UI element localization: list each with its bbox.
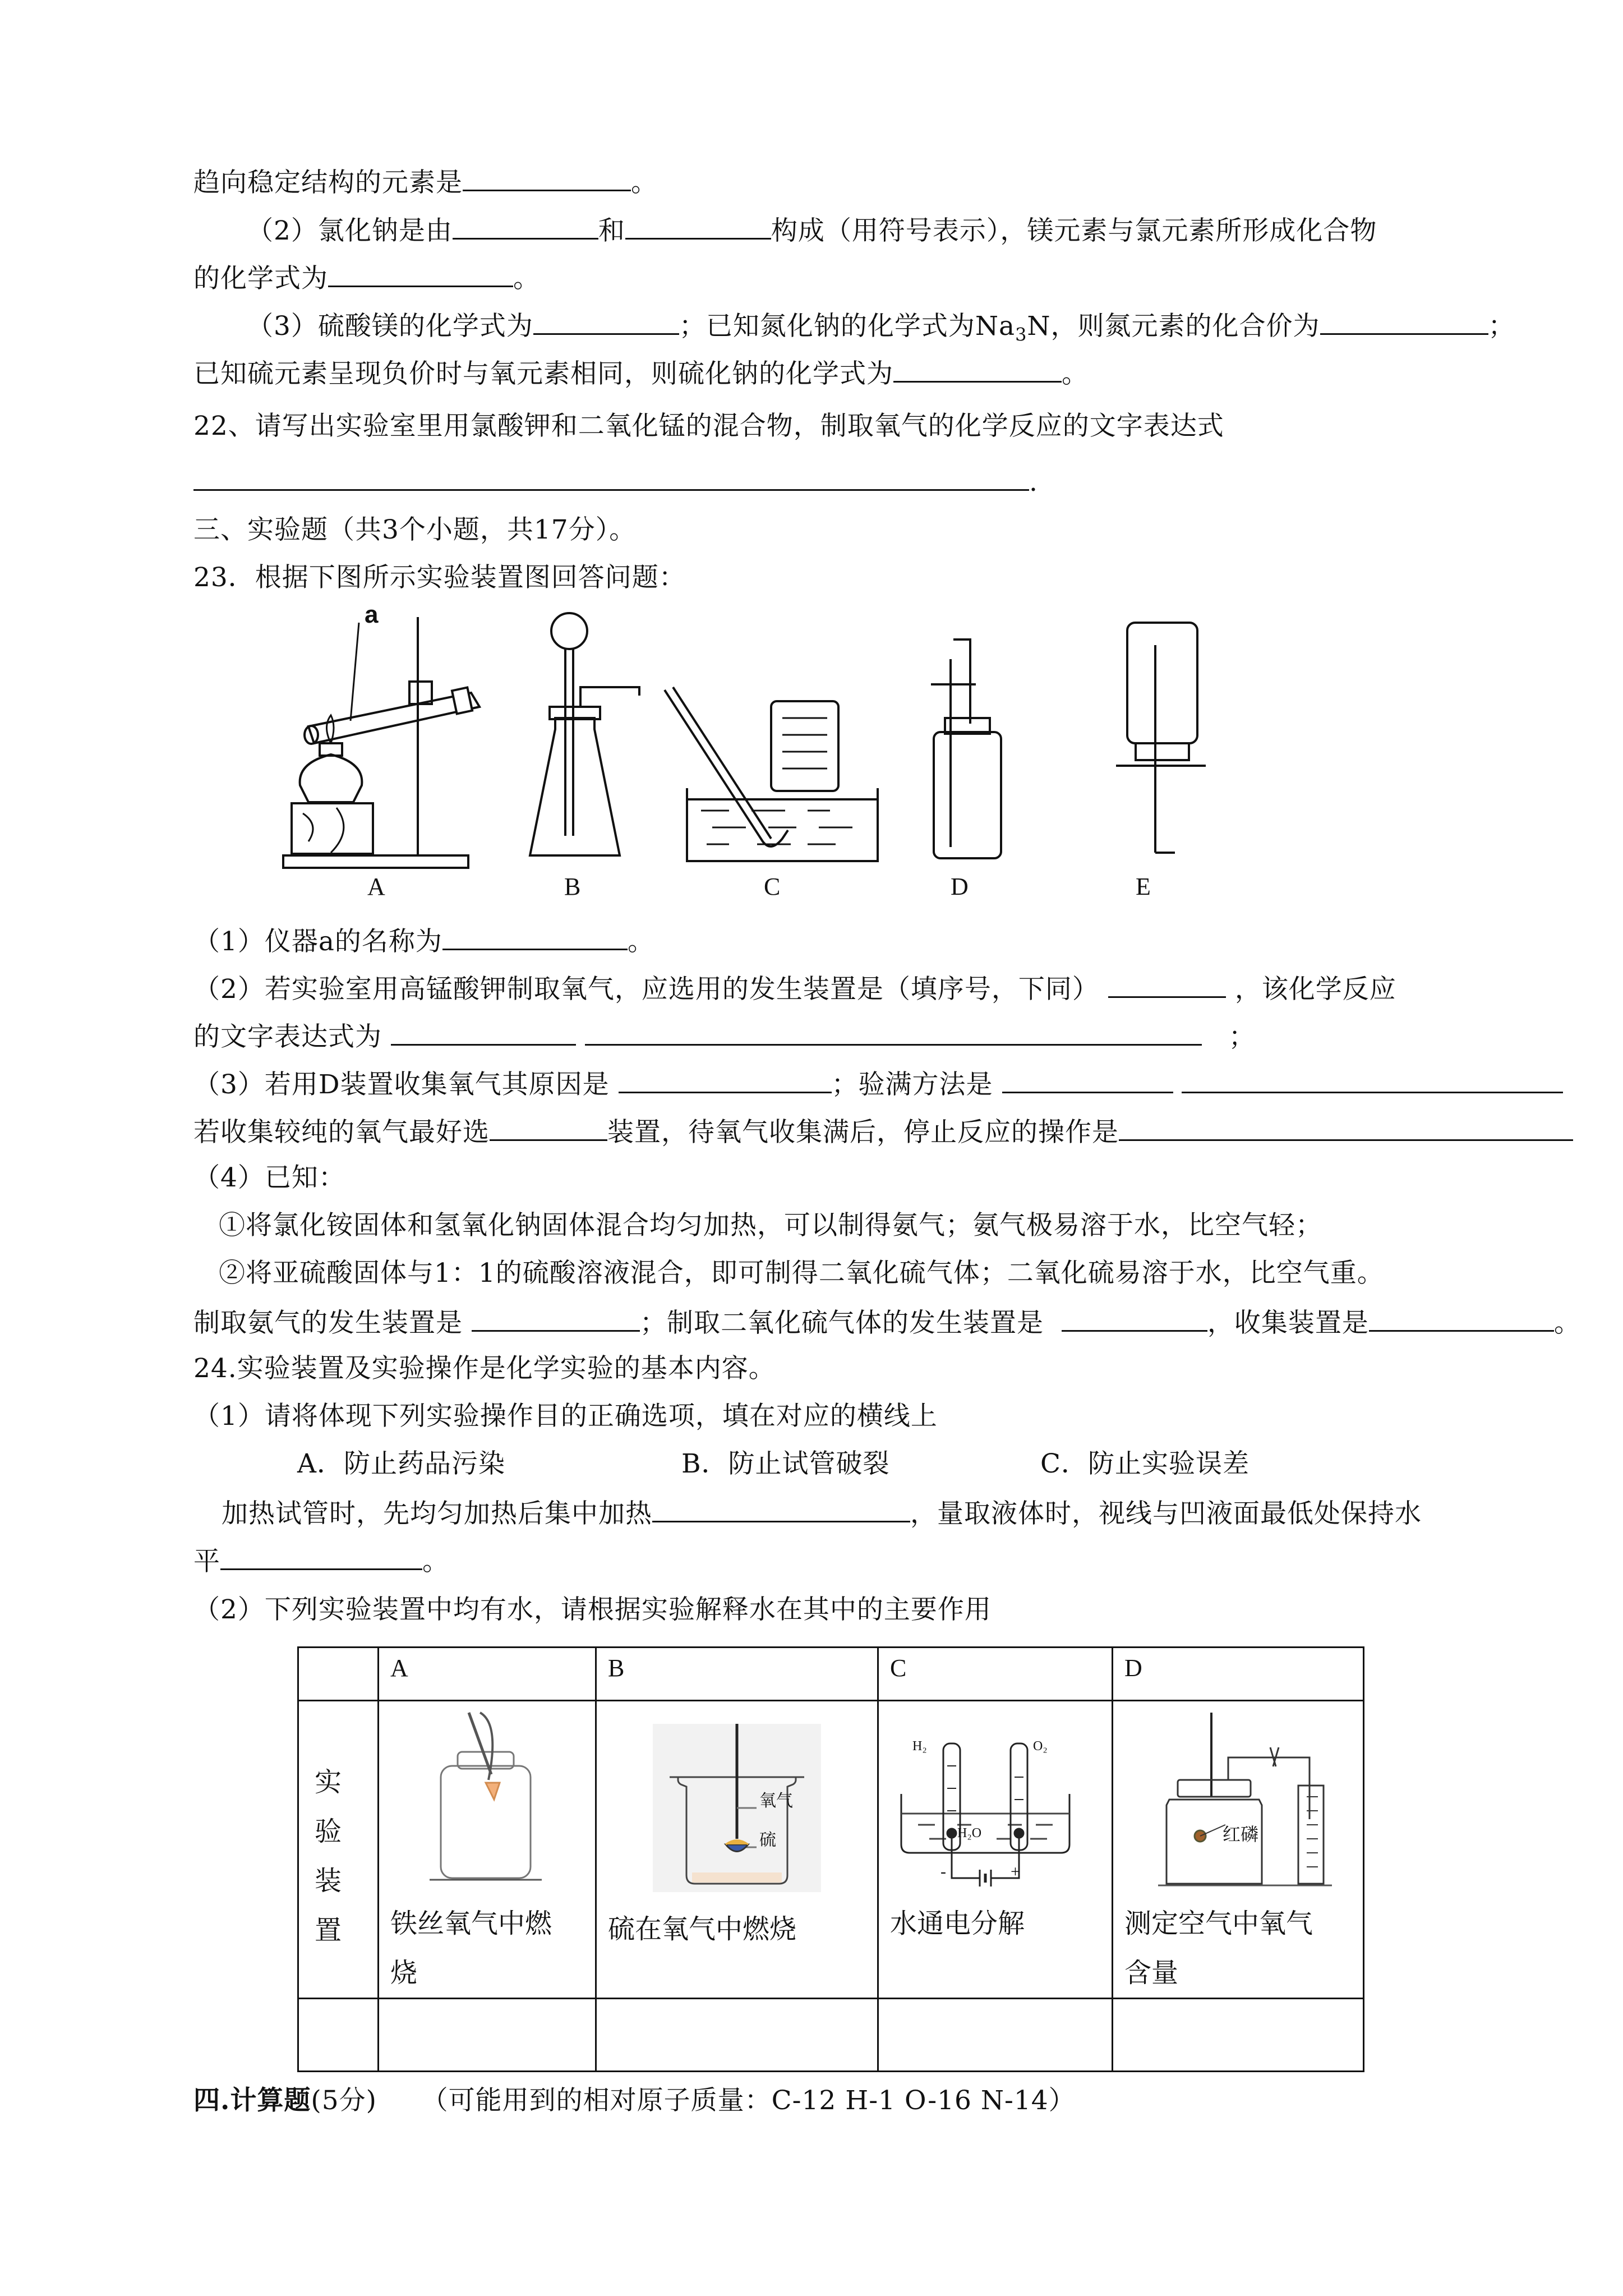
answer-cell-c[interactable] <box>878 1999 1113 2072</box>
caption-d: 测定空气中氧气含量 <box>1124 1908 1313 1989</box>
q24-option-c: C．防止实验误差 <box>1040 1448 1249 1479</box>
table-header-d: D <box>1124 1654 1142 1682</box>
caption-a: 铁丝氧气中燃烧 <box>390 1908 552 1989</box>
q23-p4-ask: 制取氨气的发生装置是 ；制取二氧化硫气体的发生装置是 ，收集装置是 。 <box>193 1304 1581 1340</box>
q23-p3: （3）若用D装置收集氧气其原因是 ；验满方法是 <box>193 1066 1563 1102</box>
answer-cell-d[interactable] <box>1113 1999 1364 2072</box>
caption-b: 硫在氧气中燃烧 <box>608 1913 797 1945</box>
blank[interactable] <box>1062 1304 1207 1332</box>
label-A: A <box>367 873 385 900</box>
sulfur-burning-jar <box>653 1724 821 1892</box>
water-role-table: A B C D 实 验 装 置 铁丝氧气中燃烧 硫在氧气中燃烧 H₂ O₂ H₂O - + 水通电分解 红磷 测定空气中氧气含量 <box>297 1646 1364 2072</box>
blank[interactable] <box>391 1018 576 1046</box>
blank[interactable] <box>619 1066 832 1093</box>
answer-cell-a[interactable] <box>379 1999 596 2072</box>
blank[interactable] <box>1119 1114 1573 1141</box>
q24-p1-ask-cont: 平 。 <box>193 1543 449 1579</box>
section4-heading <box>193 2084 1076 2118</box>
q21-line4: （3）硫酸镁的化学式为 ；已知氮化钠的化学式为$Na_3N$，则氮元素的化合价为 ； <box>247 307 1515 343</box>
blank[interactable] <box>533 307 679 335</box>
blank[interactable] <box>463 164 631 191</box>
blank[interactable] <box>472 1304 640 1332</box>
blank[interactable] <box>1182 1066 1563 1093</box>
blank[interactable] <box>893 355 1062 383</box>
caption-c: 水通电分解 <box>890 1908 1025 1939</box>
label-E: E <box>1136 873 1151 900</box>
blank[interactable] <box>652 1495 910 1522</box>
label-a: a <box>365 606 379 628</box>
blank[interactable] <box>1002 1066 1173 1093</box>
blank[interactable] <box>453 212 598 240</box>
blank[interactable] <box>328 260 513 287</box>
q23-p1: （1）仪器a的名称为 。 <box>193 923 654 959</box>
q23-p4-ii: ②将亚硫酸固体与1：1的硫酸溶液混合，即可制得二氧化硫气体；二氧化硫易溶于水，比空气重。 <box>219 1258 1384 1289</box>
q24-option-a: A．防止药品污染 <box>297 1448 505 1479</box>
label-D: D <box>951 873 969 900</box>
label-C: C <box>764 873 781 900</box>
blank[interactable] <box>442 923 628 950</box>
q23-p4-i: ①将氯化铵固体和氢氧化钠固体混合均匀加热，可以制得氨气；氨气极易溶于水，比空气轻； <box>219 1210 1322 1241</box>
table-header-a: A <box>390 1654 408 1682</box>
blank[interactable] <box>585 1018 1202 1046</box>
q21-line5: 已知硫元素呈现负价时与氧元素相同，则硫化钠的化学式为 。 <box>193 355 1089 391</box>
blank[interactable] <box>220 1543 422 1570</box>
q23-p2: （2）若实验室用高锰酸钾制取氧气，应选用的发生装置是（填序号，下同） ，该化学反应 <box>193 970 1396 1006</box>
q22-answer-line: . <box>193 463 1038 499</box>
row-label: 实 验 装 置 <box>315 1766 342 1946</box>
answer-cell-b[interactable] <box>596 1999 878 2072</box>
q21-line1: 趋向稳定结构的元素是 。 <box>193 164 658 200</box>
apparatus-a <box>283 617 479 868</box>
table-header-b: B <box>608 1654 625 1682</box>
apparatus-figure <box>269 606 1256 869</box>
q21-line2: （2）氯化钠是由 和 构成（用符号表示），镁元素与氯元素所形成化合物 <box>247 212 1377 248</box>
q24-p1: （1）请将体现下列实验操作目的正确选项，填在对应的横线上 <box>193 1401 938 1432</box>
iron-wire-bottle <box>379 1701 592 1892</box>
blank[interactable] <box>1108 970 1226 998</box>
label-B: B <box>564 873 581 900</box>
apparatus-c <box>665 687 878 861</box>
q23-p3-cont: 若收集较纯的氧气最好选 装置，待氧气收集满后，停止反应的操作是 <box>193 1114 1573 1149</box>
q23-p4: （4）已知： <box>193 1162 345 1193</box>
q24-p1-ask: 加热试管时，先均匀加热后集中加热 ，量取液体时，视线与凹液面最低处保持水 <box>222 1495 1422 1531</box>
electrolysis-apparatus <box>896 1732 1081 1895</box>
q21-line3: 的化学式为 。 <box>193 260 540 296</box>
table-header-c: C <box>890 1654 907 1682</box>
q23-title: 23．根据下图所示实验装置图回答问题： <box>193 562 686 593</box>
blank[interactable] <box>1320 307 1488 335</box>
q24-option-b: B．防止试管破裂 <box>681 1448 890 1479</box>
apparatus-e <box>1116 623 1206 853</box>
oxygen-content-apparatus <box>1124 1713 1354 1898</box>
apparatus-d <box>931 639 1001 858</box>
blank[interactable] <box>193 463 1029 491</box>
apparatus-b <box>530 613 639 855</box>
q24-p2: （2）下列实验装置中均有水，请根据实验解释水在其中的主要作用 <box>193 1594 992 1625</box>
blank[interactable] <box>1369 1304 1554 1332</box>
q22-text: 22、请写出实验室里用氯酸钾和二氧化锰的混合物，制取氧气的化学反应的文字表达式 <box>193 411 1224 441</box>
q24-title: 24.实验装置及实验操作是化学实验的基本内容。 <box>193 1353 776 1384</box>
blank[interactable] <box>490 1114 607 1141</box>
section4-score: (5分) <box>311 2085 377 2116</box>
q23-p2-cont: 的文字表达式为 ； <box>193 1018 1256 1054</box>
section3-title: 三、实验题（共3个小题，共17分）。 <box>193 514 637 545</box>
blank[interactable] <box>625 212 771 240</box>
section4-title: 四.计算题 <box>193 2085 311 2116</box>
section4-note: （可能用到的相对原子质量：C-12 H-1 O-16 N-14） <box>421 2085 1076 2116</box>
